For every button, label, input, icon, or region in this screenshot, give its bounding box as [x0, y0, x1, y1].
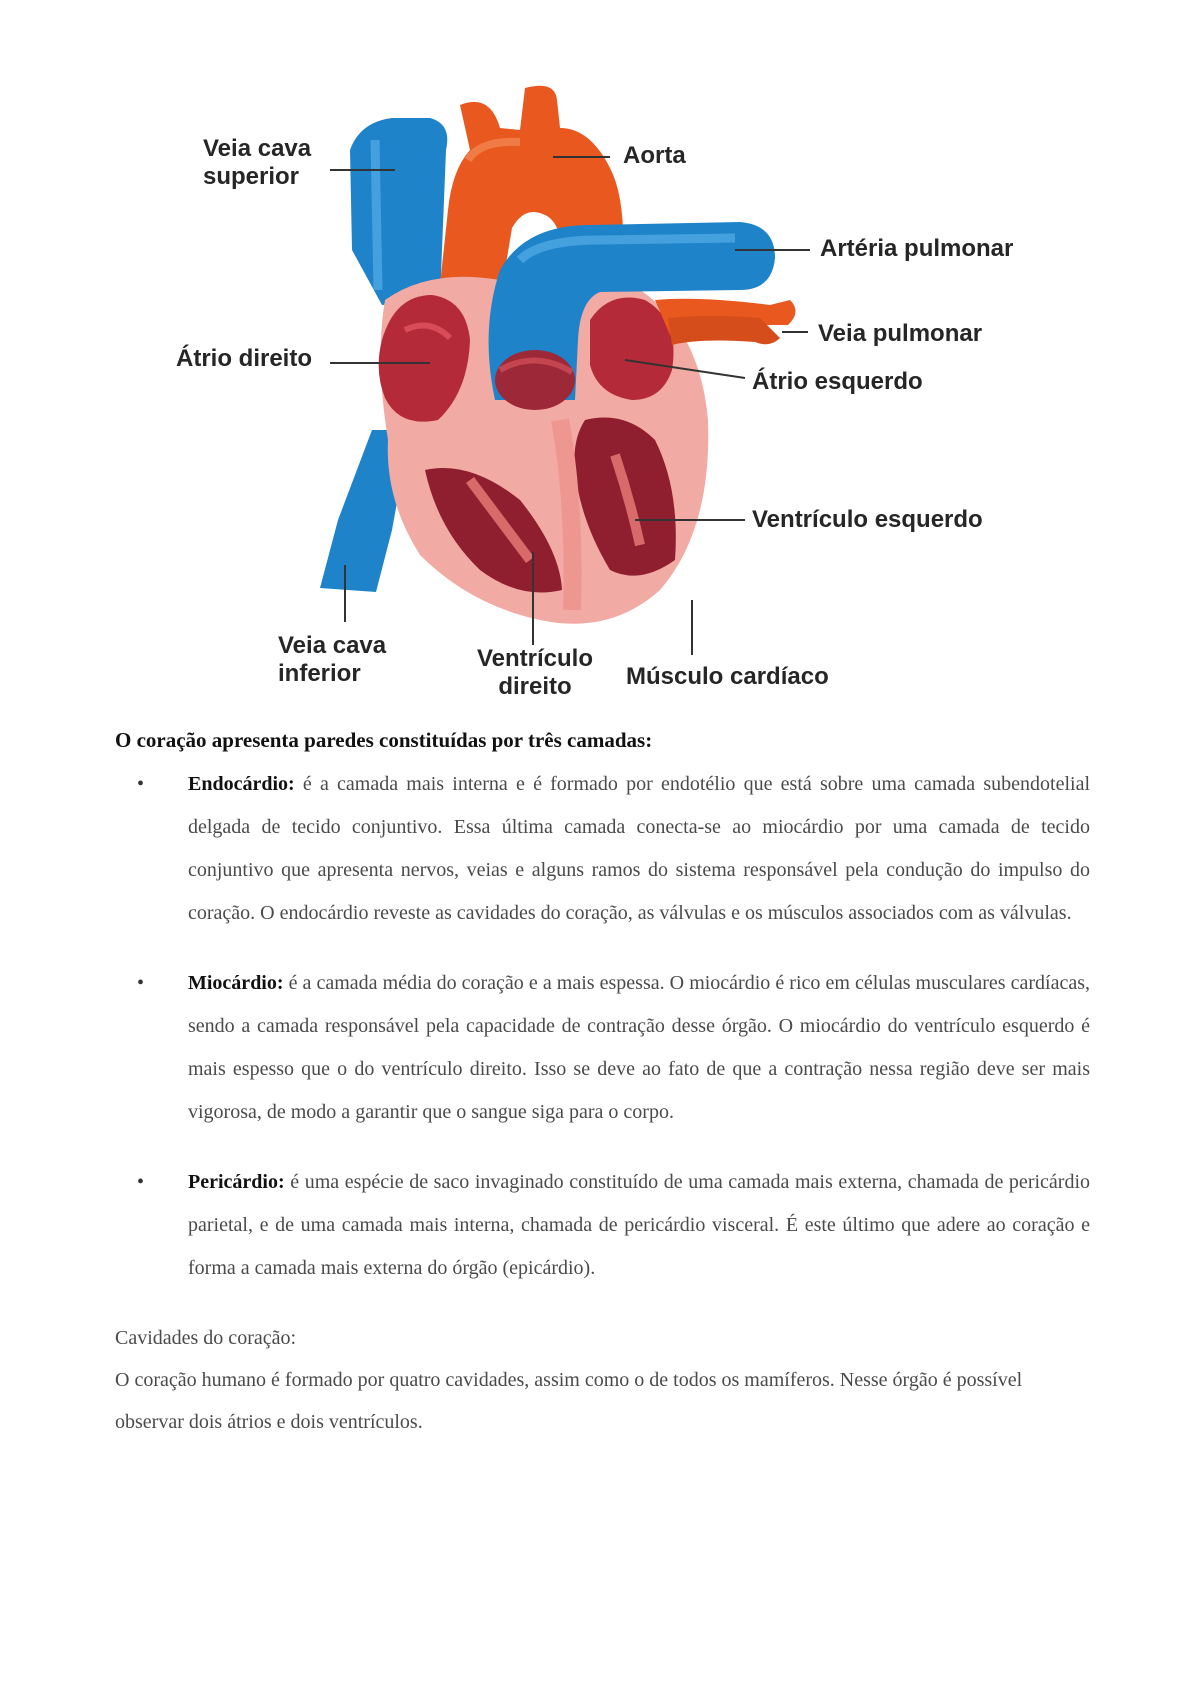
cavities-text: O coração humano é formado por quatro cavidades, assim como o de todos os mamíferos. Nesse órgão é possível observar dois átrios e dois ventrículos.: [115, 1369, 1023, 1433]
label-atrio-esquerdo: Átrio esquerdo: [752, 368, 923, 395]
text-pericardio: é uma espécie de saco invaginado constituído de uma camada mais externa, chamada de pericárdio parietal, e de uma camada mais interna, chamada de pericárdio visceral. É este último que adere ao coração e forma a camada mais externa do órgão (epicárdio).: [188, 1171, 1090, 1279]
layers-list: [115, 763, 1090, 1290]
label-aorta: Aorta: [623, 142, 686, 169]
cavities-heading: Cavidades do coração:: [115, 1327, 297, 1349]
term-endocardio: Endocárdio:: [188, 773, 295, 795]
bullet: •: [137, 773, 145, 795]
label-veia-pulmonar: Veia pulmonar: [818, 320, 983, 347]
label-veia-cava-inferior: Veia cava inferior: [278, 632, 387, 687]
text-miocardio: é a camada média do coração e a mais espessa. O miocárdio é rico em células musculares cardíacas, sendo a camada responsável pela capacidade de contração desse órgão. O miocárdio do ventrículo esquerdo é mais espesso que o do ventrículo direito. Isso se deve ao fato de que a contração nessa região deve ser mais vigorosa, de modo a garantir que o sangue siga para o corpo.: [188, 972, 1090, 1123]
list-item-endocardio: [115, 763, 1090, 935]
label-atrio-direito: Átrio direito: [176, 345, 312, 372]
list-item-pericardio: [115, 1161, 1090, 1290]
superior-vena-cava-shape: [350, 118, 447, 305]
document-body: [115, 728, 1090, 1443]
bullet: •: [137, 1171, 145, 1193]
intro-heading: O coração apresenta paredes constituídas por três camadas:: [115, 728, 653, 752]
label-veia-cava-superior: Veia cava superior: [203, 135, 312, 190]
label-arteria-pulmonar: Artéria pulmonar: [820, 235, 1014, 262]
bullet: •: [137, 972, 145, 994]
label-musculo-cardiaco: Músculo cardíaco: [626, 663, 829, 690]
term-pericardio: Pericárdio:: [188, 1171, 285, 1193]
label-ventriculo-direito: Ventrículo direito: [476, 645, 594, 700]
label-ventriculo-esquerdo: Ventrículo esquerdo: [752, 506, 983, 533]
list-item-miocardio: [115, 962, 1090, 1134]
heart-diagram: [0, 0, 1200, 710]
text-endocardio: é a camada mais interna e é formado por endotélio que está sobre uma camada subendotelial delgada de tecido conjuntivo. Essa última camada conecta-se ao miocárdio por uma camada de tecido conjuntivo que apresenta nervos, veias e alguns ramos do sistema responsável pela condução do impulso do coração. O endocárdio reveste as cavidades do coração, as válvulas e os músculos associados com as válvulas.: [188, 773, 1090, 924]
term-miocardio: Miocárdio:: [188, 972, 284, 994]
